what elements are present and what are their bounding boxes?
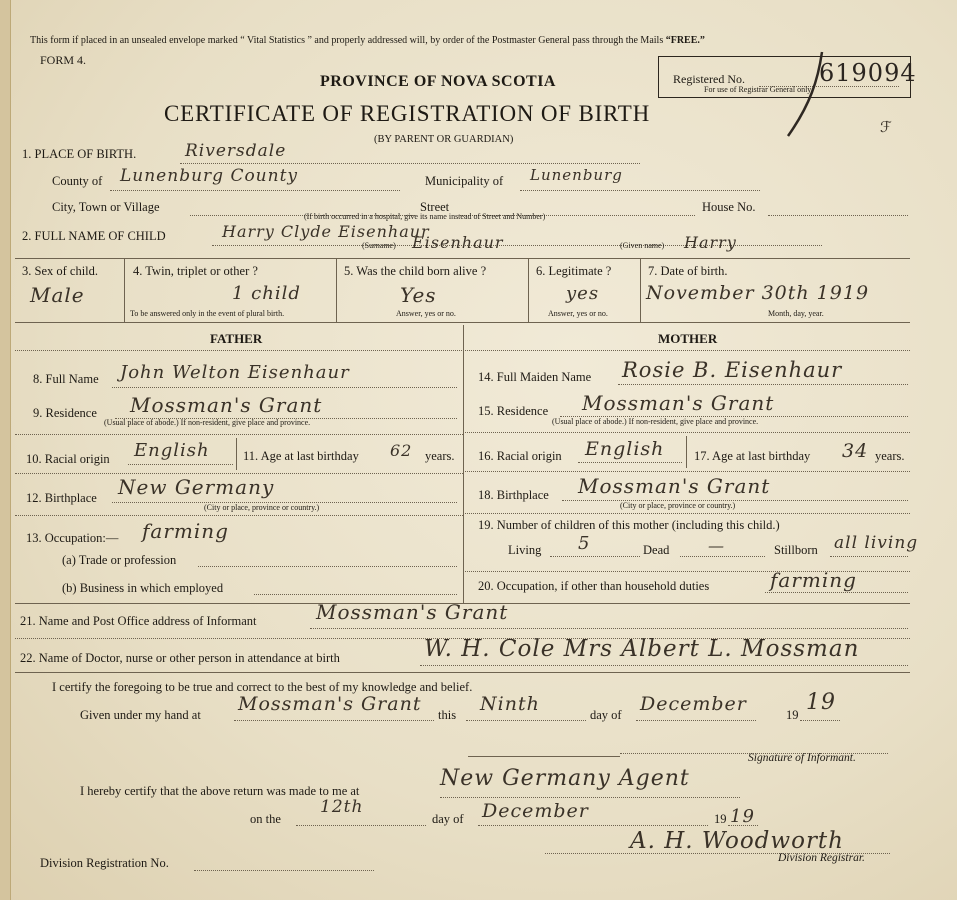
house-label: House No. [702, 200, 756, 214]
legitimate-label: 6. Legitimate ? [536, 264, 612, 278]
father-racial-value: English [134, 440, 210, 461]
division-registration-line [194, 870, 374, 871]
alive-value: Yes [400, 283, 437, 307]
place-line [180, 163, 640, 164]
mother-occupation-label: 20. Occupation, if other than household duties [478, 579, 710, 593]
doctor-value: W. H. Cole Mrs Albert L. Mossman [424, 636, 860, 662]
date-note: Month, day, year. [768, 309, 824, 318]
parents-heading-rule [15, 350, 910, 351]
mother-birthplace-note: (City or place, province or country.) [620, 501, 736, 510]
living-value: 5 [578, 533, 591, 554]
mother-birthplace-value: Mossman's Grant [578, 474, 771, 498]
on-the-line [296, 825, 426, 826]
father-business-label: (b) Business in which employed [62, 581, 224, 595]
dead-value: — [708, 536, 725, 555]
month-line [636, 720, 756, 721]
twin-label: 4. Twin, triplet or other ? [133, 264, 258, 278]
registrar-initial-mark: ℱ [880, 120, 892, 136]
registrar-year-value: 19 [730, 806, 755, 827]
certify-year-value: 19 [806, 690, 836, 715]
registrar-day-value: 12th [320, 797, 364, 817]
certificate-subtitle: (BY PARENT OR GUARDIAN) [374, 134, 514, 145]
child-name-label: 2. FULL NAME OF CHILD [22, 229, 166, 243]
father-sep [15, 515, 463, 516]
house-line [768, 215, 908, 216]
county-value: Lunenburg County [120, 166, 299, 186]
sex-value: Male [30, 283, 85, 307]
twin-value: 1 child [232, 283, 301, 304]
registrar-signature: A. H. Woodworth [630, 828, 844, 854]
paper-left-edge [0, 0, 11, 900]
mother-birthplace-label: 18. Birthplace [478, 488, 549, 502]
place-of-birth-value: Riversdale [185, 141, 287, 161]
father-residence-note: (Usual place of abode.) If non-resident, give place and province. [104, 418, 311, 427]
mother-age-value: 34 [842, 440, 869, 462]
place-of-birth-label: 1. PLACE OF BIRTH. [22, 147, 137, 161]
this-label: this [438, 708, 457, 722]
mother-sep [463, 471, 910, 472]
mother-occupation-value: farming [770, 568, 857, 592]
father-name-line [112, 387, 457, 388]
county-line [110, 190, 400, 191]
dead-label: Dead [643, 543, 670, 557]
division-registrar-label: Division Registrar. [778, 852, 865, 864]
informant-value: Mossman's Grant [316, 600, 509, 624]
father-age-value: 62 [390, 441, 413, 460]
father-trade-label: (a) Trade or profession [62, 553, 177, 567]
year-prefix: 19 [786, 708, 799, 722]
province-heading: PROVINCE OF NOVA SCOTIA [320, 73, 556, 90]
pen-stroke-mark [780, 50, 840, 140]
mother-name-line [618, 384, 908, 385]
surname-value: Eisenhaur [412, 233, 504, 252]
mother-name-value: Rosie B. Eisenhaur [622, 358, 843, 382]
mother-residence-note: (Usual place of abode.) If non-resident, give place and province. [552, 417, 759, 426]
sex-label: 3. Sex of child. [22, 264, 99, 278]
twin-note: To be answered only in the event of plural birth. [130, 309, 285, 318]
day-of-label: day of [590, 708, 622, 722]
father-sep [15, 434, 463, 435]
mother-racial-label: 16. Racial origin [478, 449, 562, 463]
date-of-birth-label: 7. Date of birth. [648, 264, 728, 278]
legitimate-value: yes [566, 283, 600, 304]
father-sep [15, 473, 463, 474]
alive-label: 5. Was the child born alive ? [344, 264, 487, 278]
certify-month-value: December [640, 693, 747, 715]
father-occupation-value: farming [142, 519, 229, 543]
mother-name-label: 14. Full Maiden Name [478, 370, 592, 384]
date-of-birth-value: November 30th 1919 [646, 282, 870, 304]
mother-age-label: 17. Age at last birthday [694, 449, 811, 463]
row3-bottom-rule [15, 322, 910, 323]
postal-notice-text: This form if placed in an unsealed envelope marked “ Vital Statistics ” and properly addressed will, by order of the Postmaster General pass through the Mails [30, 35, 664, 46]
stillborn-label: Stillborn [774, 543, 818, 557]
mother-sep [463, 432, 910, 433]
registrar-month-line [478, 825, 708, 826]
father-residence-label: 9. Residence [33, 406, 97, 420]
registrar-statement: I hereby certify that the above return was made to me at [80, 784, 360, 798]
living-label: Living [508, 543, 542, 557]
on-the-label: on the [250, 812, 281, 826]
mother-sep [463, 513, 910, 514]
certify-statement: I certify the foregoing to be true and correct to the best of my knowledge and belief. [52, 680, 473, 694]
municipality-line [520, 190, 760, 191]
hospital-note: (If birth occurred in a hospital, give its name instead of Street and Number) [304, 212, 546, 221]
city-label: City, Town or Village [52, 200, 160, 214]
father-name-value: John Welton Eisenhaur [120, 362, 350, 383]
father-racial-label: 10. Racial origin [26, 452, 110, 466]
day-line [466, 720, 586, 721]
father-name-label: 8. Full Name [33, 372, 99, 386]
given-place-value: Mossman's Grant [238, 693, 422, 715]
informant-label: 21. Name and Post Office address of Informant [20, 614, 257, 628]
given-name-label: (Given name) [620, 241, 665, 250]
mother-residence-label: 15. Residence [478, 404, 549, 418]
father-age-label: 11. Age at last birthday [243, 449, 359, 463]
row3-top-rule [15, 258, 910, 259]
legitimate-note: Answer, yes or no. [548, 309, 608, 318]
municipality-value: Lunenburg [530, 166, 623, 184]
certificate-title: CERTIFICATE OF REGISTRATION OF BIRTH [164, 101, 651, 126]
father-occupation-label: 13. Occupation:— [26, 531, 119, 545]
county-label: County of [52, 174, 103, 188]
stillborn-line [830, 556, 908, 557]
certify-day-value: Ninth [480, 693, 540, 715]
registrar-place-line [440, 797, 740, 798]
father-residence-value: Mossman's Grant [130, 393, 323, 417]
division-registration-label: Division Registration No. [40, 856, 169, 870]
mother-racial-value: English [585, 438, 665, 460]
row3-divider [336, 258, 337, 322]
father-age-divider [236, 438, 237, 470]
informant-line [310, 628, 908, 629]
parents-divider [463, 325, 464, 603]
father-racial-line [128, 464, 233, 465]
registrar-place-value: New Germany Agent [440, 766, 690, 791]
mother-age-unit: years. [875, 449, 905, 463]
row3-divider [528, 258, 529, 322]
informant-signature-label: Signature of Informant. [748, 752, 856, 764]
surname-label: (Surname) [362, 241, 396, 250]
registered-number: 619094 [819, 59, 917, 87]
father-business-line [254, 594, 457, 595]
given-under-label: Given under my hand at [80, 708, 201, 722]
given-name-value: Harry [684, 233, 737, 252]
stillborn-value: all living [834, 533, 919, 553]
dead-line [680, 556, 765, 557]
year-line [800, 720, 840, 721]
mother-heading: MOTHER [658, 331, 718, 346]
father-birthplace-note: (City or place, province or country.) [204, 503, 320, 512]
section-rule [15, 672, 910, 673]
mother-occupation-line [765, 592, 908, 593]
father-age-unit: years. [425, 449, 455, 463]
registered-note: For use of Registrar General only. [704, 85, 813, 94]
doctor-line [420, 665, 908, 666]
registrar-year-prefix: 19 [714, 812, 727, 826]
registered-label: Registered No. [673, 72, 745, 86]
row3-divider [124, 258, 125, 322]
mother-residence-value: Mossman's Grant [582, 391, 775, 415]
child-name-value: Harry Clyde Eisenhaur [222, 222, 430, 241]
postal-notice-free: “FREE.” [665, 35, 705, 46]
street-label: Street [420, 200, 450, 214]
informant-signature-short-line [468, 756, 620, 757]
father-trade-line [198, 566, 457, 567]
mother-age-divider [686, 436, 687, 468]
doctor-label: 22. Name of Doctor, nurse or other person in attendance at birth [20, 651, 340, 665]
registrar-month-value: December [482, 800, 589, 822]
father-birthplace-label: 12. Birthplace [26, 491, 97, 505]
alive-note: Answer, yes or no. [396, 309, 456, 318]
registrar-day-of-label: day of [432, 812, 464, 826]
row3-divider [640, 258, 641, 322]
mother-racial-line [578, 462, 682, 463]
father-heading: FATHER [210, 331, 263, 346]
living-line [550, 556, 640, 557]
municipality-label: Municipality of [425, 174, 504, 188]
postal-notice [30, 35, 705, 46]
form-number: FORM 4. [40, 53, 87, 67]
mother-children-label: 19. Number of children of this mother (including this child.) [478, 518, 780, 532]
given-place-line [234, 720, 434, 721]
father-birthplace-value: New Germany [118, 475, 275, 499]
